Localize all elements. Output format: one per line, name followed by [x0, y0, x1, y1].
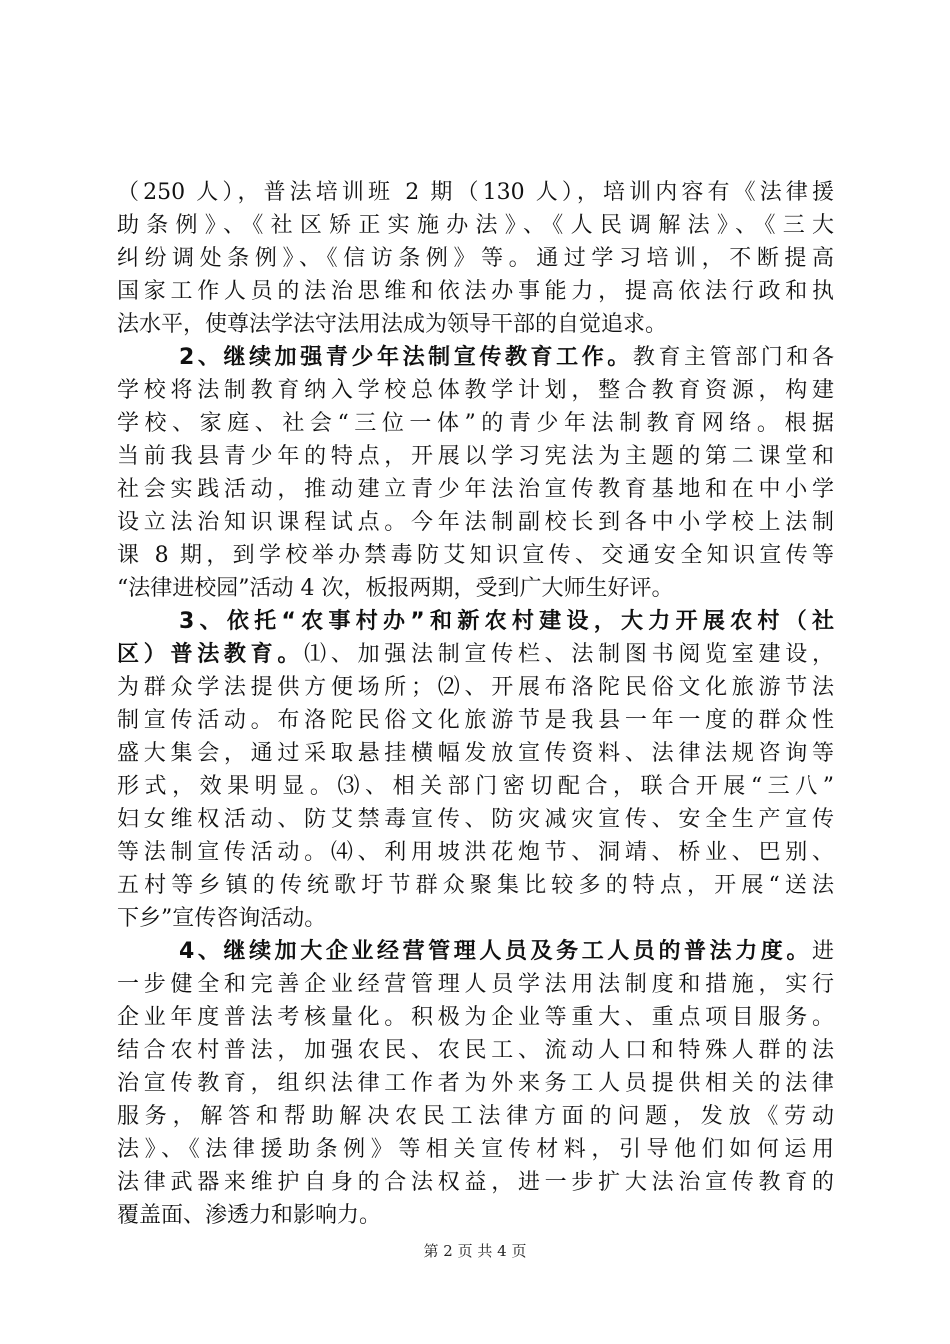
paragraph-line: 法》、《法律援助条例》等相关宣传材料，引导他们如何运用: [117, 1137, 834, 1162]
paragraph-line: 形式，效果明显。⑶、相关部门密切配合，联合开展“三八”: [117, 774, 834, 799]
section-heading: 3、依托“农事村办”和新农村建设，大力开展农村（社: [179, 609, 834, 634]
paragraph-line: 一步健全和完善企业经营管理人员学法用法制度和措施，实行: [117, 972, 834, 997]
paragraph-line: 法水平，使尊法学法守法用法成为领导干部的自觉追求。: [117, 312, 668, 337]
paragraph-line: 企业年度普法考核量化。积极为企业等重大、重点项目服务。: [117, 1005, 834, 1030]
paragraph-line: 法律武器来维护自身的合法权益，进一步扩大法治宣传教育的: [117, 1170, 834, 1195]
paragraph-line: 纠纷调处条例》、《信访条例》等。通过学习培训，不断提高: [117, 246, 834, 271]
paragraph-line: 为群众学法提供方便场所；⑵、开展布洛陀民俗文化旅游节法: [117, 675, 834, 700]
paragraph-line: 治宣传教育，组织法律工作者为外来务工人员提供相关的法律: [117, 1071, 834, 1096]
paragraph-line: 设立法治知识课程试点。今年法制副校长到各中小学校上法制: [117, 510, 834, 535]
paragraph-line: 课 8 期，到学校举办禁毒防艾知识宣传、交通安全知识宣传等: [117, 543, 834, 568]
paragraph-line: “法律进校园”活动 4 次，板报两期，受到广大师生好评。: [117, 576, 674, 601]
section-heading-continued: 区）普法教育。: [117, 642, 305, 667]
heading-continuation: ⑴、加强法制宣传栏、法制图书阅览室建设，: [304, 642, 834, 667]
paragraph-line: 五村等乡镇的传统歌圩节群众聚集比较多的特点，开展“送法: [117, 873, 834, 898]
paragraph-line: （250 人），普法培训班 2 期（130 人），培训内容有《法律援: [117, 180, 834, 205]
paragraph-line: 服务，解答和帮助解决农民工法律方面的问题，发放《劳动: [117, 1104, 834, 1129]
paragraph-line: 妇女维权活动、防艾禁毒宣传、防灾减灾宣传、安全生产宣传: [117, 807, 834, 832]
paragraph-line: 盛大集会，通过采取悬挂横幅发放宣传资料、法律法规咨询等: [117, 741, 834, 766]
paragraph-line: 助条例》、《社区矫正实施办法》、《人民调解法》、《三大: [117, 213, 834, 238]
paragraph-line: 下乡”宣传咨询活动。: [117, 906, 327, 931]
paragraph-rural-education: [117, 605, 834, 935]
paragraph-first-line: [117, 341, 834, 374]
page-number: 第 2 页 共 4 页: [423, 1242, 527, 1260]
page-footer: [0, 1240, 950, 1261]
paragraph-line: 覆盖面、渗透力和影响力。: [117, 1203, 382, 1228]
heading-continuation: 进: [811, 939, 834, 964]
paragraph-first-line: [117, 935, 834, 968]
paragraph-first-line: [117, 605, 834, 638]
paragraph-line: 国家工作人员的法治思维和依法办事能力，提高依法行政和执: [117, 279, 834, 304]
paragraph-line: 等法制宣传活动。⑷、利用坡洪花炮节、洞靖、桥业、巴别、: [117, 840, 834, 865]
paragraph-line: 学校、家庭、社会“三位一体”的青少年法制教育网络。根据: [117, 411, 834, 436]
section-heading: 4、继续加大企业经营管理人员及务工人员的普法力度。: [179, 939, 812, 964]
paragraph-enterprise-workers: [117, 935, 834, 1232]
paragraph-training: [117, 176, 834, 341]
paragraph-line: [117, 638, 834, 671]
paragraph-line: 社会实践活动，推动建立青少年法治宣传教育基地和在中小学: [117, 477, 834, 502]
paragraph-line: 当前我县青少年的特点，开展以学习宪法为主题的第二课堂和: [117, 444, 834, 469]
document-body: [117, 176, 834, 1232]
paragraph-line: 学校将法制教育纳入学校总体教学计划，整合教育资源，构建: [117, 378, 834, 403]
heading-continuation: 教育主管部门和各: [632, 345, 834, 370]
paragraph-youth-education: [117, 341, 834, 605]
paragraph-line: 制宣传活动。布洛陀民俗文化旅游节是我县一年一度的群众性: [117, 708, 834, 733]
paragraph-line: 结合农村普法，加强农民、农民工、流动人口和特殊人群的法: [117, 1038, 834, 1063]
section-heading: 2、继续加强青少年法制宣传教育工作。: [179, 345, 633, 370]
